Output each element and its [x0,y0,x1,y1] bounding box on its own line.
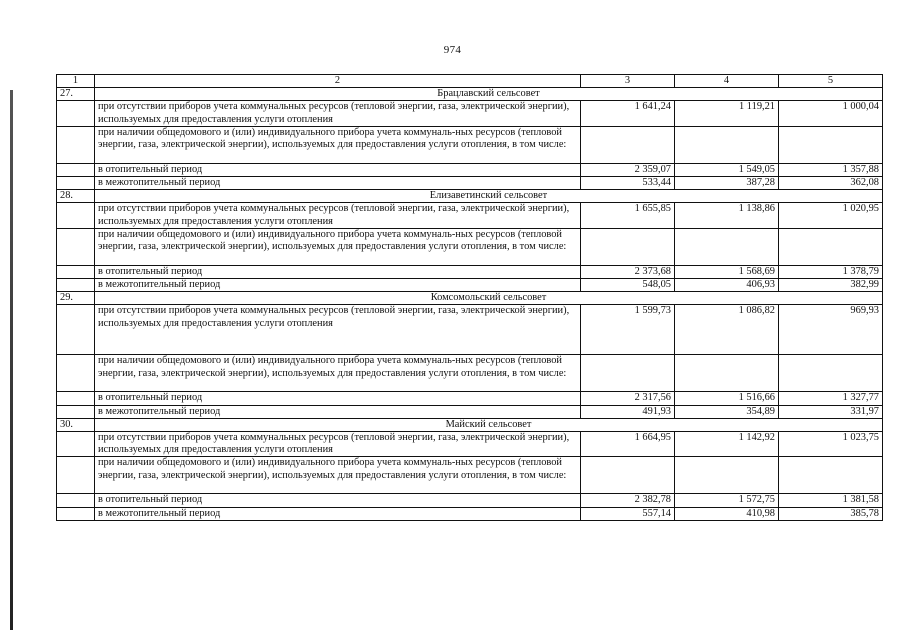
column-header-2: 2 [95,75,581,88]
row-label: в отопительный период [95,265,581,278]
column-header-3: 3 [581,75,675,88]
empty-cell [581,355,675,392]
value-col-3: 557,14 [581,507,675,520]
section-number: 30. [57,418,95,431]
column-header-1: 1 [57,75,95,88]
empty-cell [57,163,95,176]
empty-cell [779,457,883,494]
column-header-5: 5 [779,75,883,88]
scan-edge-mark [10,90,13,630]
value-col-3: 1 655,85 [581,203,675,228]
value-col-5: 1 023,75 [779,432,883,457]
section-title-row [57,292,883,305]
value-col-4: 354,89 [675,405,779,418]
empty-cell [675,126,779,163]
row-label: при отсутствии приборов учета коммунальных ресурсов (тепловой энергии, газа, электрической энергии), используемых для предоставления услуги отопления [95,432,581,457]
empty-cell [57,126,95,163]
empty-cell [675,355,779,392]
table-row [57,203,883,228]
table-row [57,432,883,457]
empty-cell [57,101,95,126]
empty-cell [675,228,779,265]
empty-cell [57,392,95,405]
value-col-5: 1 357,88 [779,163,883,176]
section-title: Брацлавский сельсовет [95,88,883,101]
row-label: в межотопительный период [95,405,581,418]
value-col-5: 362,08 [779,177,883,190]
table-row [57,228,883,265]
value-col-3: 1 641,24 [581,101,675,126]
row-label: при отсутствии приборов учета коммунальных ресурсов (тепловой энергии, газа, электрической энергии), используемых для предоставления услуги отопления [95,305,581,355]
value-col-3: 2 373,68 [581,265,675,278]
value-col-5: 1 020,95 [779,203,883,228]
table-row [57,392,883,405]
empty-cell [57,507,95,520]
value-col-4: 1 516,66 [675,392,779,405]
empty-cell [57,494,95,507]
table-row [57,126,883,163]
value-col-3: 1 599,73 [581,305,675,355]
value-col-4: 406,93 [675,279,779,292]
value-col-5: 1 378,79 [779,265,883,278]
value-col-3: 533,44 [581,177,675,190]
empty-cell [57,265,95,278]
value-col-4: 410,98 [675,507,779,520]
row-label: при наличии общедомового и (или) индивидуального прибора учета коммуналь-ных ресурсов (тепловой энергии, газа, электрической энергии), используемых для предоставления услуги отопления, в том числе: [95,126,581,163]
value-col-5: 385,78 [779,507,883,520]
value-col-5: 1 381,58 [779,494,883,507]
empty-cell [57,228,95,265]
header-row [57,75,883,88]
empty-cell [57,203,95,228]
value-col-3: 1 664,95 [581,432,675,457]
empty-cell [57,457,95,494]
value-col-4: 1 086,82 [675,305,779,355]
section-title-row [57,190,883,203]
value-col-5: 969,93 [779,305,883,355]
empty-cell [675,457,779,494]
row-label: в межотопительный период [95,507,581,520]
table-row [57,507,883,520]
empty-cell [581,228,675,265]
row-label: в межотопительный период [95,177,581,190]
page-number: 974 [443,44,462,56]
empty-cell [57,355,95,392]
section-title-row [57,418,883,431]
row-label: при наличии общедомового и (или) индивидуального прибора учета коммуналь-ных ресурсов (тепловой энергии, газа, электрической энергии), используемых для предоставления услуги отопления, в том числе: [95,228,581,265]
table-row [57,177,883,190]
section-number: 29. [57,292,95,305]
value-col-4: 387,28 [675,177,779,190]
column-header-4: 4 [675,75,779,88]
section-title: Майский сельсовет [95,418,883,431]
value-col-4: 1 138,86 [675,203,779,228]
section-title-row [57,88,883,101]
empty-cell [57,305,95,355]
value-col-3: 2 359,07 [581,163,675,176]
row-label: в отопительный период [95,163,581,176]
table-row [57,101,883,126]
empty-cell [779,126,883,163]
section-number: 28. [57,190,95,203]
value-col-3: 548,05 [581,279,675,292]
row-label: при наличии общедомового и (или) индивидуального прибора учета коммуналь-ных ресурсов (тепловой энергии, газа, электрической энергии), используемых для предоставления услуги отопления, в том числе: [95,355,581,392]
table-row [57,494,883,507]
value-col-3: 491,93 [581,405,675,418]
value-col-3: 2 382,78 [581,494,675,507]
empty-cell [57,177,95,190]
empty-cell [779,228,883,265]
value-col-5: 331,97 [779,405,883,418]
empty-cell [57,279,95,292]
empty-cell [581,126,675,163]
value-col-3: 2 317,56 [581,392,675,405]
table-row [57,355,883,392]
table-row [57,279,883,292]
value-col-5: 1 327,77 [779,392,883,405]
table-row [57,457,883,494]
value-col-5: 1 000,04 [779,101,883,126]
table-row [57,163,883,176]
row-label: при наличии общедомового и (или) индивидуального прибора учета коммуналь-ных ресурсов (тепловой энергии, газа, электрической энергии), используемых для предоставления услуги отопления, в том числе: [95,457,581,494]
empty-cell [57,432,95,457]
table-row [57,305,883,355]
row-label: в отопительный период [95,392,581,405]
value-col-4: 1 572,75 [675,494,779,507]
section-number: 27. [57,88,95,101]
value-col-4: 1 568,69 [675,265,779,278]
row-label: при отсутствии приборов учета коммунальных ресурсов (тепловой энергии, газа, электрической энергии), используемых для предоставления услуги отопления [95,203,581,228]
empty-cell [57,405,95,418]
table-row [57,265,883,278]
section-title: Комсомольский сельсовет [95,292,883,305]
value-col-4: 1 142,92 [675,432,779,457]
value-col-5: 382,99 [779,279,883,292]
empty-cell [581,457,675,494]
section-title: Елизаветинский сельсовет [95,190,883,203]
value-col-4: 1 549,05 [675,163,779,176]
row-label: при отсутствии приборов учета коммунальных ресурсов (тепловой энергии, газа, электрической энергии), используемых для предоставления услуги отопления [95,101,581,126]
empty-cell [779,355,883,392]
value-col-4: 1 119,21 [675,101,779,126]
table-row [57,405,883,418]
row-label: в отопительный период [95,494,581,507]
tariff-table [56,74,883,521]
row-label: в межотопительный период [95,279,581,292]
